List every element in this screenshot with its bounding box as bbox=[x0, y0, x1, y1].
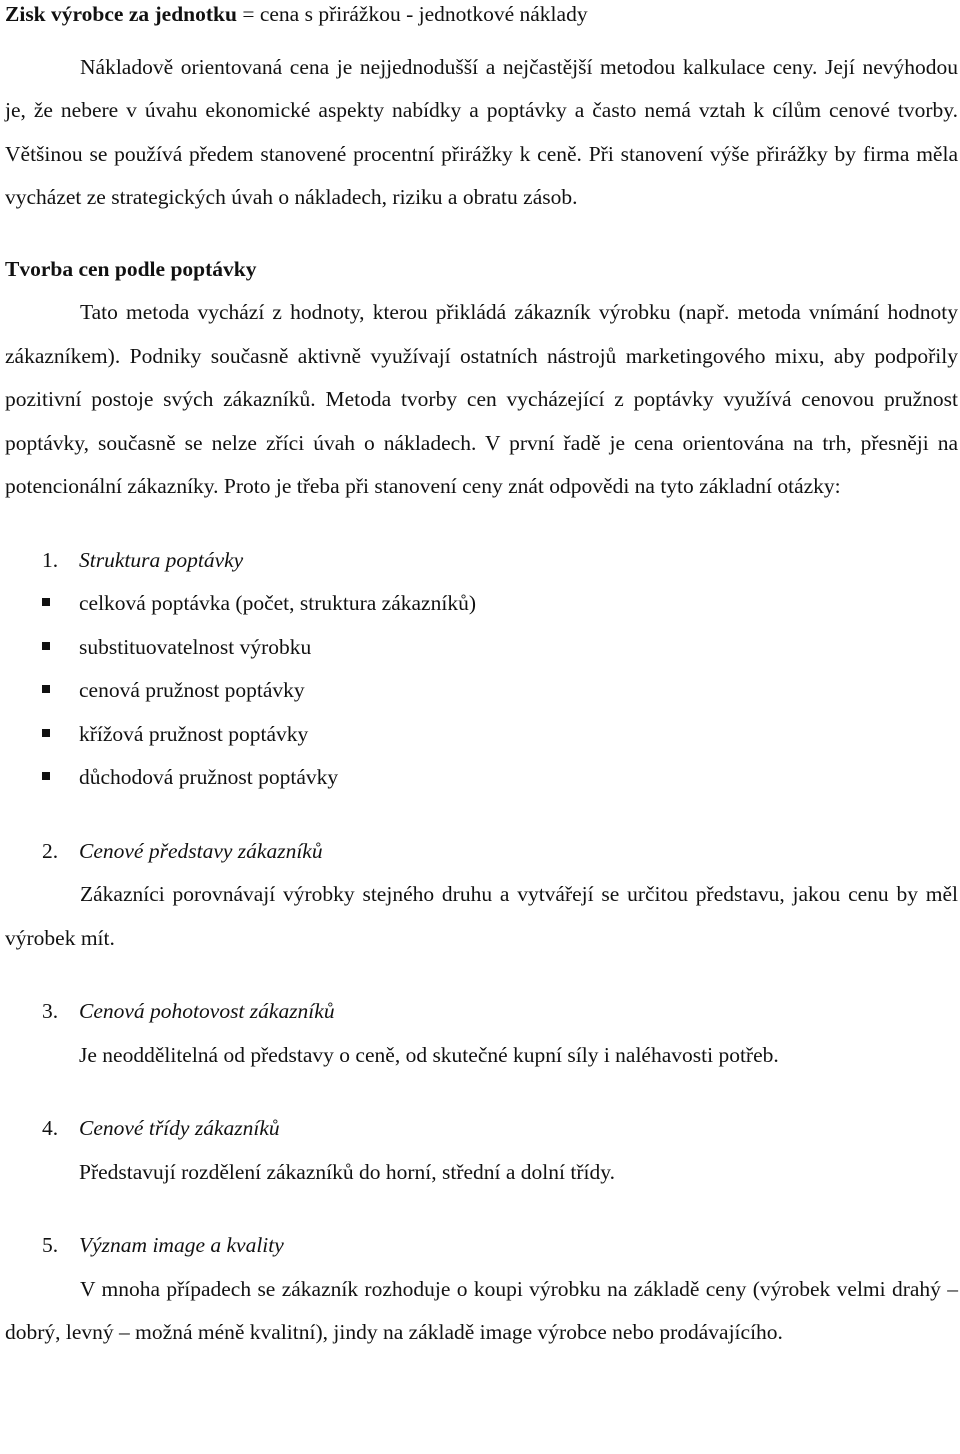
item-title: Cenové třídy zákazníků bbox=[79, 1116, 280, 1140]
item-text: Představují rozdělení zákazníků do horní, střední a dolní třídy. bbox=[79, 1159, 615, 1184]
item-text: V mnoha případech se zákazník rozhoduje o koupi výrobku na základě ceny (výrobek velmi drahý – dobrý, levný – možná méně kvalitní), jindy na základě image výrobce nebo prodávajícího. bbox=[5, 1276, 958, 1344]
list-item bbox=[5, 626, 958, 670]
formula-rhs: = cena s přirážkou - jednotkové náklady bbox=[236, 2, 588, 26]
square-bullet-icon bbox=[42, 729, 50, 737]
item-title: Struktura poptávky bbox=[79, 547, 244, 572]
list-item-text: substituovatelnost výrobku bbox=[79, 634, 312, 659]
numbered-item-3 bbox=[5, 990, 958, 1034]
numbered-item-2 bbox=[5, 830, 958, 874]
numbered-item-1 bbox=[5, 539, 958, 583]
bullet-list bbox=[5, 582, 958, 800]
item-title: Cenová pohotovost zákazníků bbox=[79, 999, 335, 1023]
item-number: 5. bbox=[42, 1233, 59, 1257]
profit-formula bbox=[5, 0, 958, 37]
item-number: 2. bbox=[42, 838, 59, 863]
square-bullet-icon bbox=[42, 642, 50, 650]
document-page bbox=[5, 0, 958, 1355]
numbered-item-5 bbox=[5, 1224, 958, 1268]
square-bullet-icon bbox=[42, 772, 50, 780]
list-item bbox=[5, 669, 958, 713]
item-number: 4. bbox=[42, 1116, 59, 1140]
list-item-text: celková poptávka (počet, struktura zákazníků) bbox=[79, 591, 476, 615]
list-item-text: cenová pružnost poptávky bbox=[79, 678, 305, 702]
section-paragraph: Tato metoda vychází z hodnoty, kterou přikládá zákazník výrobku (např. metoda vnímání hodnoty zákazníkem). Podniky současně aktivně využívají ostatních nástrojů marketingového mixu, aby podpořily pozitivní postoje svých zákazníků. Metoda tvorby cen vycházející z poptávky využívá cenovou pružnost poptávky, současně se nelze zříci úvah o nákladech. V první řadě je cena orientována na trh, přesněji na potencionální zákazníky. Proto je třeba při stanovení ceny znát odpovědi na tyto základní otázky: bbox=[5, 300, 958, 498]
item-number: 1. bbox=[42, 547, 59, 572]
item-number: 3. bbox=[42, 999, 59, 1023]
square-bullet-icon bbox=[42, 598, 50, 606]
list-item bbox=[5, 582, 958, 626]
formula-lhs: Zisk výrobce za jednotku bbox=[5, 2, 237, 26]
item-title: Význam image a kvality bbox=[79, 1233, 284, 1257]
square-bullet-icon bbox=[42, 685, 50, 693]
item-text: Zákazníci porovnávají výrobky stejného druhu a vytvářejí se určitou představu, jakou cenu by měl výrobek mít. bbox=[5, 882, 958, 950]
list-item bbox=[5, 756, 958, 800]
item-title: Cenové představy zákazníků bbox=[79, 838, 323, 863]
numbered-item-4 bbox=[5, 1107, 958, 1151]
list-item-text: důchodová pružnost poptávky bbox=[79, 765, 339, 789]
intro-paragraph: Nákladově orientovaná cena je nejjednodušší a nejčastější metodou kalkulace ceny. Její nevýhodou je, že nebere v úvahu ekonomické aspekty nabídky a poptávky a často nemá vztah k cílům cenové tvorby. Většinou se používá předem stanovené procentní přirážky k ceně. Při stanovení výše přirážky by firma měla vycházet ze strategických úvah o nákladech, riziku a obratu zásob. bbox=[5, 54, 958, 209]
list-item-text: křížová pružnost poptávky bbox=[79, 721, 309, 746]
section-title: Tvorba cen podle poptávky bbox=[5, 256, 257, 281]
list-item bbox=[5, 713, 958, 757]
item-text: Je neoddělitelná od představy o ceně, od skutečné kupní síly i naléhavosti potřeb. bbox=[79, 1042, 779, 1067]
